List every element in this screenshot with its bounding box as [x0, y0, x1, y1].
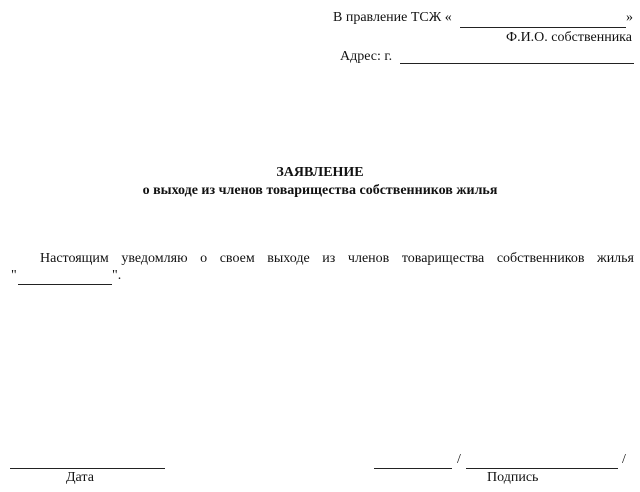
address-label: Адрес: г.	[340, 49, 393, 64]
signature-caption: Подпись	[487, 470, 539, 485]
owner-name-caption: Ф.И.О. собственника	[506, 30, 632, 45]
date-caption: Дата	[66, 470, 94, 485]
signature-blank[interactable]	[374, 468, 452, 469]
signature-separator: /	[457, 452, 461, 467]
quote-close: ".	[112, 268, 122, 283]
address-blank[interactable]	[400, 63, 634, 64]
document-subtitle: о выходе из членов товарищества собственников жилья	[142, 183, 498, 198]
document-title: ЗАЯВЛЕНИЕ	[276, 165, 364, 180]
body-paragraph-line1: Настоящим уведомляю о своем выходе из членов товарищества собственников жилья	[40, 251, 634, 266]
hoa-inline-blank[interactable]	[18, 284, 112, 285]
quote-open: "	[11, 268, 17, 283]
signature-name-blank[interactable]	[466, 468, 618, 469]
date-blank[interactable]	[10, 468, 165, 469]
addressee-prefix: В правление ТСЖ «	[333, 10, 452, 25]
signature-end-slash: /	[622, 452, 626, 467]
addressee-suffix: »	[626, 10, 633, 25]
hoa-name-blank[interactable]	[460, 27, 626, 28]
